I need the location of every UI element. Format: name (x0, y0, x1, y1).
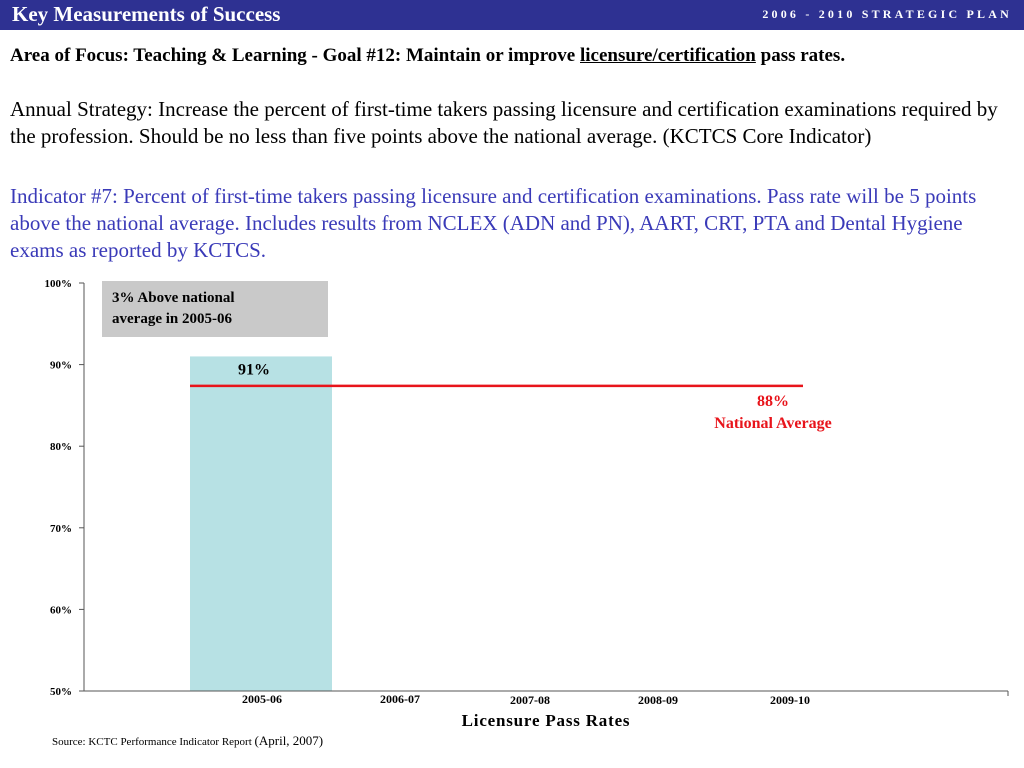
y-tick-label: 50% (50, 686, 72, 698)
source-date: (April, 2007) (254, 733, 324, 748)
source-note (52, 733, 323, 749)
y-tick-label: 70% (50, 522, 72, 535)
focus-underlined: licensure/certification (580, 45, 756, 66)
bar-value-label: 91% (238, 361, 270, 379)
focus-prefix: Area of Focus: Teaching & Learning - Goal #12: Maintain or improve (10, 45, 580, 66)
x-tick-label: 2006-07 (380, 692, 420, 706)
annotation-line-1: 3% Above national (112, 290, 235, 306)
annotation-line-2: average in 2005-06 (112, 311, 232, 327)
bar-2005-06 (190, 356, 332, 691)
indicator-text: Indicator #7: Percent of first-time takers passing licensure and certification examinations. Pass rate will be 5 points above the national average. Includes results from NCLEX (ADN and PN), AART, CRT, PTA and Dental Hygiene exams as reported by KCTCS. (10, 184, 977, 262)
source-text: Source: KCTC Performance Indicator Report (52, 736, 255, 748)
header-subtitle: 2006 - 2010 STRATEGIC PLAN (762, 7, 1012, 21)
x-axis-title: Licensure Pass Rates (461, 711, 631, 730)
y-tick-label: 90% (50, 359, 72, 372)
header-title: Key Measurements of Success (12, 2, 281, 26)
chart (0, 270, 1024, 732)
national-average-label: National Average (714, 414, 832, 432)
focus-statement (10, 43, 1014, 68)
y-tick-label: 80% (50, 441, 72, 454)
x-tick-label: 2005-06 (242, 692, 282, 706)
annual-strategy: Annual Strategy: Increase the percent of first-time takers passing licensure and certification examinations required by the profession. Should be no less than five points above the national average. (KCTCS Core Indicator) (10, 97, 998, 148)
x-tick-label: 2007-08 (510, 693, 550, 707)
x-tick-label: 2008-09 (638, 693, 678, 707)
y-tick-label: 60% (50, 604, 72, 617)
focus-suffix: pass rates. (755, 45, 846, 66)
x-tick-label: 2009-10 (770, 693, 810, 707)
y-tick-label: 100% (44, 278, 72, 290)
national-average-value: 88% (757, 392, 789, 410)
header-bar (0, 0, 1024, 30)
